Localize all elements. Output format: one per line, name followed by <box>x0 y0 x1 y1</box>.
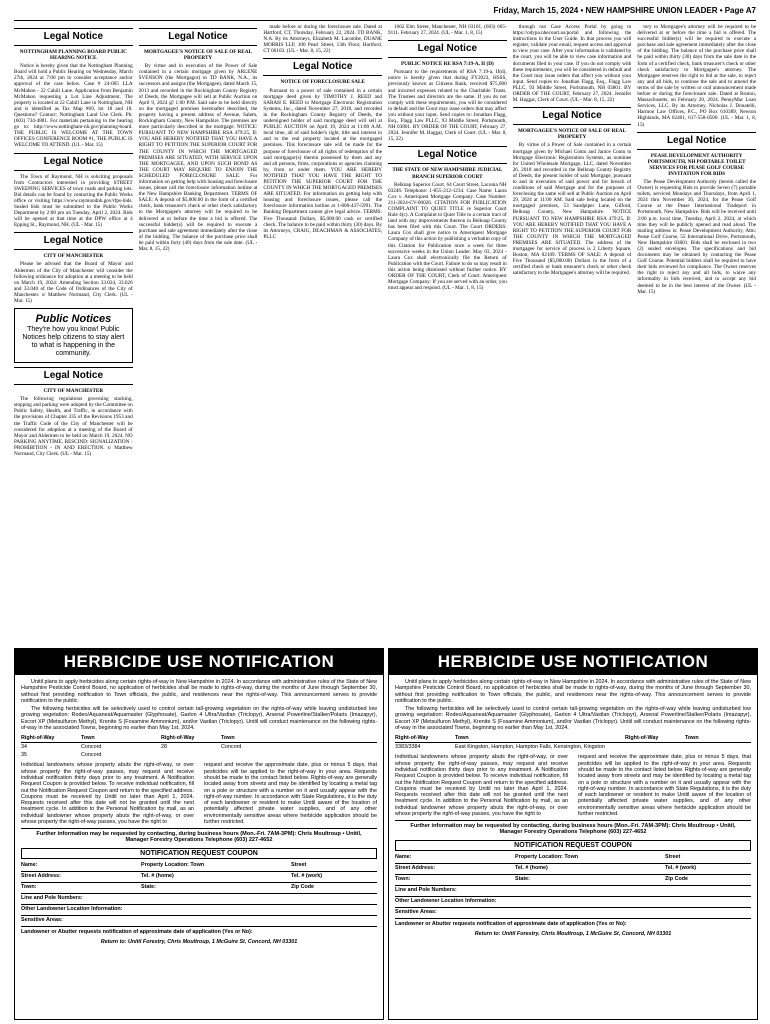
notice-body: Please be advised that the Board of Mayor and Aldermen of the City of Manchester will consider the following ordinance for adoption at a meeting to be held on March 19, 2024: Amending Section 33.024, 33.026 and 33.040 of the Code of Ordinances of the City of Manchester. s/ Matthew Normand, City Clerk. (UL - Mar. 15) <box>14 261 133 304</box>
table-row <box>395 743 751 751</box>
herbicide-intro <box>389 675 757 735</box>
tel-work-label: Tel. # (work) <box>665 865 697 872</box>
notice-body: By virtue and in execution of the Power of Sale contained in a certain mortgage given by ARLENE SVENSON (the Mortgagor) to TD BANK, N.A., its successors and assigns (the Mortgagee), dated March 15, 2013 and recorded in the Rockingham County Registry of Deeds, the Mortgagee will sell at Public Auction on April 9, 2024 @ 1:00 P.M. Said sale to be held directly on the mortgaged premises hereinafter described, the property having a present address of Avenue, Salem, Rockingham County, New Hampshire. The premises are more particularly described in the mortgage. NOTICE: PURSUANT TO NEW HAMPSHIRE RSA 479:25, II: YOU ARE HEREBY NOTIFIED THAT YOU HAVE A RIGHT TO PETITION THE SUPERIOR COURT FOR THE COUNTY IN WHICH THE MORTGAGED PREMISES ARE SITUATED, WITH SERVICE UPON THE MORTGAGEE, AND UPON SUCH BOND AS THE COURT MAY REQUIRE TO ENJOIN THE SCHEDULED FORECLOSURE SALE. For information on getting help with housing and foreclosure issues, please call the foreclosure information hotline at the New Hampshire Banking Department. TERMS OF SALE: A deposit of $5,000.00 in the form of a certified check, bank treasurer's check or other check satisfactory to the Mortgagee's attorney will be required to be delivered at or before the time a bid is offered. The successful bidder(s) will be required to execute a purchase and sale agreement immediately after the close of the bidding. The balance of the purchase price shall be paid within forty (40) days from the sale date. (UL - Mar. 8, 15, 22) <box>138 63 258 252</box>
col-header: Right-of-Way <box>625 735 659 742</box>
column-2 <box>139 24 258 644</box>
column-5 <box>513 24 632 644</box>
coupon-note: Landowner or Abutter requests notification of approximate date of application (Yes or No): <box>395 921 627 928</box>
notice-body: Belknap Superior Court, 64 Court Street, Laconia NH 03246. Telephone: 1-855-212-1234. Case Name: Laura Cox v. Ameriquest Mortgage Company. Case Number: 211-2024-CV-00026. CITATION FOR PUBLICATION COMPLAINT TO QUIET TITLE re Superior Court Rule 4(c). A Complaint to Quiet Title to a certain tract of land with any improvements thereon in Belknap County has been filed with this Court. The Court ORDERS: Laura Cox shall give notice to Ameriquest Mortgage Company of this action by publishing a verbatim copy of this Citation for Publication once a week for three successive weeks in the Union Leader. May 03, 2024 - Laura Cox shall electronically file the Return of Publication with the Court. Failure to do so may result in this action being dismissed without further notice. BY ORDER OF THE COURT, Clerk of Court. Ameriquest Mortgage Company: If you are served with an order, you must appear and respond. (UL - Mar. 1, 8, 15) <box>388 181 507 292</box>
column-6 <box>637 24 756 644</box>
row-cell <box>625 744 685 750</box>
other-location-label: Other Landowner Location Information: <box>395 898 497 905</box>
row-cell: 28 <box>161 744 167 751</box>
legal-notice-columns <box>14 24 756 644</box>
col-header: Right-of-Way <box>161 735 195 742</box>
herbicide-notice-left <box>14 648 384 1020</box>
row-cell <box>221 752 377 758</box>
street-label: Street <box>291 862 307 869</box>
herbicide-intro-para: The following herbicides will be selectively used to control certain tall-growing vegetation on the rights-of-way while leaving undisturbed low growing vegetation: Rodeo/Aquaneat/Aquamaster (Glyphosate), Garlon 4 Ultra/Vastlan (Triclopyr), Arsenal Powerline/Stalker/Polaris (Imazapyr), Escort XP (Metsulfuron Methyl), Krenite S (Fosamine Ammonium), and/or Vastlan (Triclopyr). Unitil will conduct maintenance on the following rights-of-way in the associated Towns, beginning no earlier than May 1st, 2024. <box>21 706 377 732</box>
herbicide-intro-para: The following herbicides will be selectively used to control certain tall-growing vegetation on the rights-of-way while leaving undisturbed low growing vegetation: Rodeo/Aquaneat/Aquamaster (Glyphosate), Garlon 4 Ultra/Vastlan (Triclopyr), Arsenal Powerline/Stalker/Polaris (Imazapyr), Escort XP (Metsulfuron Methyl), Krenite S (Fosamine Ammonium), and/or Vastlan (Triclopyr). Unitil will conduct maintenance on the following rights-of-way in the associated Towns, beginning no earlier than May 1st, 2024. <box>395 706 751 732</box>
street-address-label: Street Address: <box>21 873 61 880</box>
herbicide-details <box>15 759 383 828</box>
legal-notice-heading: Legal Notice <box>388 146 507 164</box>
other-location-label: Other Landowner Location Information: <box>21 906 123 913</box>
coupon-row-address <box>21 872 377 883</box>
herbicide-contact: Further information may be requested by contacting, during business hours (Mon.-Fri. 7AM-3PM): Chris Moultroup • Unitil, Manager Forestry Operations Telephone (603) 227-4652 <box>21 828 377 845</box>
herbicide-details-left: Individual landowners whose property abuts the right-of-way, or over whose property the right-of-way passes, may request and receive individual notification thirty days prior to any treatment. A Notification Request Coupon is provided below. To receive individual notification, fill out the Notification Request Coupon and return to the specified address. Coupons must be received by Unitil no later than April 1, 2024. Requests received after this date will not be granted until the next treatment cycle. In addition to the Personal Notification by mail, as an individual landowner whose property abuts the right-of-way, or over whose property the right-of-way passes, you have the right to <box>21 762 194 826</box>
legal-notice-heading: Legal Notice <box>139 28 258 46</box>
row-cell: 35 <box>21 752 27 759</box>
property-town-label: Property Location: Town <box>515 854 579 861</box>
tel-home-label: Tel. # (home) <box>141 873 174 880</box>
sensitive-areas-label: Sensitive Areas: <box>21 917 63 924</box>
property-town-label: Property Location: Town <box>141 862 205 869</box>
notice-title: CITY OF MANCHESTER <box>43 388 104 395</box>
notice-body: Pursuant to the requirements of RSA 7:19-a, II(d), notice is hereby given that during FY2023, HSSS, previously known as Citizens Bank, received $75,000 and incurred expenses related to the Charitable Trusts. The Trustees and directors are the same. If you do not comply with these requirements, you will be considered in default and the Court may issue orders that may affect you without your input. Send copies to: Jonathan Flagg, Esq., Flagg Law PLLC, 93 Middle Street, Portsmouth, NH 03801. BY ORDER OF THE COURT, February 27, 2024. Jennifer M. Haggar, Clerk of Court. (UL - Mar. 8, 15, 22) <box>388 69 507 143</box>
name-label: Name: <box>395 854 412 861</box>
col-header: Right-of-Way <box>395 735 429 742</box>
town-label: Town: <box>21 884 37 891</box>
herbicide-details-left: Individual landowners whose property abuts the right-of-way, or over whose property the right-of-way passes, may request and receive individual notification thirty days prior to any treatment. A Notification Request Coupon is provided below. To receive individual notification, fill out the Notification Request Coupon and return to the specified address. Coupons must be received by Unitil no later than April 1, 2024. Requests received after this date will not be granted until the next treatment cycle. In addition to the Personal Notification by mail, as an individual landowner whose property abuts the right-of-way, or over whose property the right-of-way passes, you have the right to <box>395 754 568 818</box>
notice-body: The Pease Development Authority (herein called the Owner) is requesting Bids to provide Seven (7) portable toilets, serviced Mondays and Thursdays, from April 1, 2024 thru November 30, 2024, for the Pease Golf Course at the Pease International Tradeport in Portsmouth, New Hampshire. Bids will be received until 2:00 p.m. local time, Tuesday, April 2, 2024, at which time they will be publicly opened and read aloud. The mailing address is: Pease Development Authority, Attn: Pease Golf Course, 55 International Drive, Portsmouth, New Hampshire 03801. Bids shall be enclosed in two (2) sealed envelopes. The specifications and bid documents may be obtained by contacting the Pease Golf Course. Potential bidders shall be required to have their bids reviewed for compliance. The Owner reserves the right to reject any and all bids, to waive any informality in bids received, and to accept any bid deemed to be in the best interest of the Owner. (UL - Mar. 15) <box>637 178 757 295</box>
notice-body: The following regulations governing stacking, stopping and parking were adopted by the Committee on Public Safety, Health, and Traffic, in accordance with the provisions of Chapter 335 of the Revisions 1953 and the Traffic Code of the City of Manchester will be considered for adoption at a meeting of the Board of Mayor and Aldermen to be held on March 19, 2024. NO PARKING ANYTIME. RESCIND: SIGNALIZATION - PROHIBITION - IN AND ERECTION. s/ Matthew Normand, City Clerk. (UL - Mar. 15) <box>14 396 133 458</box>
notice-title: NOTTINGHAM PLANNING BOARD PUBLIC HEARING NOTICE <box>19 49 127 62</box>
notice-body: 1662 Elm Street, Manchester, NH 03101, (603) 665-9111. February 27, 2024. (UL - Mar. 1, 8, 15) <box>388 24 507 37</box>
notice-title: CITY OF MANCHESTER <box>43 253 104 260</box>
coupon-row-sensitive <box>21 916 377 927</box>
notice-body: Pursuant to a power of sale contained in a certain mortgage deed given by TIMOTHY J. REED and SARAH E. REED to Mortgage Electronic Registration Systems, Inc., dated November 27, 2018, and recorded in the Rockingham County Registry of Deeds, the undersigned holder of said mortgage deed will sell at PUBLIC AUCTION on April 19, 2024 at 11:00 A.M. local time, all of said holder's right, title and interest in and to the real property located at the mortgaged premises. This foreclosure sale will be made for the purpose of foreclosure of all rights of redemption of the said mortgagor(s) therein possessed by them and any and all persons, firms, corporations or agencies claiming by, from or under them. YOU ARE HEREBY NOTIFIED THAT YOU HAVE THE RIGHT TO PETITION THE SUPERIOR COURT FOR THE COUNTY IN WHICH THE MORTGAGED PREMISES ARE SITUATED. For information on getting help with housing and foreclosure issues, please call the foreclosure information hotline at 1-800-437-5991. The Banking Department cannot give legal advice. TERMS: Five Thousand Dollars, $5,000.00 cash or certified check. The balance to be paid within thirty (30) days. By its Attorneys, CRAIG, DEACHMAN & ASSOCIATES, PLLC <box>263 87 383 240</box>
row-cell: Concord <box>81 752 102 759</box>
notice-title: MORTGAGEE'S NOTICE OF SALE OF REAL PROPERTY <box>518 128 626 141</box>
column-4 <box>388 24 507 644</box>
notification-coupon <box>395 853 751 939</box>
column-1 <box>14 24 133 644</box>
coupon-row-town <box>21 883 377 894</box>
public-notices-title: Public Notices <box>35 313 112 326</box>
col-header: Right-of-Way <box>21 735 55 742</box>
coupon-row-name <box>21 861 377 872</box>
notice-title: MORTGAGEE'S NOTICE OF SALE OF REAL PROPERTY <box>144 49 252 62</box>
notice-body: By virtue of a Power of Sale contained in a certain mortgage given by Michael Coutu and Janice Coutu to Mortgage Electronic Registration Systems, as nominee for United Wholesale Mortgage, LLC, dated November 26, 2018 and recorded in the Belknap County Registry of Deeds, the present holder of said Mortgage, pursuant to and in execution of said power and for breach of conditions of said Mortgage and for the purposes of foreclosing the same will sell at Public Auction on April 29, 2024 at 11:00 AM. Said sale being located on the mortgaged premises, 53 Sandpiper Lane, Gilford, Belknap County, New Hampshire. NOTICE PURSUANT TO NEW HAMPSHIRE RSA 479:25, II: YOU ARE HEREBY NOTIFIED THAT YOU HAVE A RIGHT TO PETITION THE SUPERIOR COURT FOR THE COUNTY IN WHICH THE MORTGAGED PREMISES ARE SITUATED. The address of the mortgagee for service of process is 2 Liberty Square, Boston, MA 02109. TERMS OF SALE: A deposit of Five Thousand ($5,000.00) Dollars in the form of a certified check or bank treasurer's check or other check satisfactory to the Mortgagee's attorney will be required. <box>512 142 632 277</box>
zip-label: Zip Code <box>665 876 689 883</box>
notice-title: PUBLIC NOTICE RE RSA 7:19-A, II (D) <box>401 61 494 68</box>
legal-notice-heading: Legal Notice <box>263 58 382 76</box>
notice-body: tory to Mortgagee's attorney will be required to be delivered at or before the time a bid is offered. The successful bidder(s) will be required to execute a purchase and sale agreement immediately after the close of the bidding. The balance of the purchase price shall be paid within thirty (30) days from the sale date in the form of a certified check, bank treasurer's check or other check satisfactory to Mortgagee's attorney. The Mortgagee reserves the right to bid at the sale, to reject any and all bids, to continue the sale and to amend the terms of the sale by written or oral announcement made before or during the foreclosure sale. Dated at Boston, Massachusetts, on February 20, 2024. PennyMac Loan Services, LLC, By its Attorney, Nicholas J. Donatelli, Harmon Law Offices, P.C., PO Box 610389, Newton Highlands, MA 02461, 617-558-0500. (UL - Mar. 1, 8, 15) <box>637 24 757 128</box>
col-header: Town <box>221 735 235 742</box>
notice-body: made before or during the foreclosure sale. Dated at Hartford, CT, Thursday, February 22, 2024. TD BANK, N.A. By its Attorneys, Elizabeth M. Lacombe, DUANE MORRIS LLP, 100 Pearl Street, 13th Floor, Hartford, CT 06103. (UL - Mar. 8, 15, 22) <box>263 24 383 55</box>
street-label: Street <box>665 854 681 861</box>
legal-notice-heading: Legal Notice <box>14 232 133 250</box>
herbicide-intro-para: Unitil plans to apply herbicides along certain rights-of-way in New Hampshire in 2024. In accordance with administrative rules of the State of New Hampshire Pesticide Control Board, no application of herbicides shall be made to rights-of-way, during the months of June through September 30, without first providing notification to Town officials, the public, and residences near the rights-of-way. This announcement serves to provide notification to the public. <box>395 679 751 704</box>
row-table-header <box>21 735 377 743</box>
row-cell: East Kingston, Hampton, Hampton Falls, Kensington, Kingston <box>455 744 605 751</box>
row-cell <box>685 744 751 750</box>
notice-body: The Town of Raymond, NH is soliciting proposals from Contractors interested in providing STREET SWEEPING SERVICES of town roads and parking lots. Bid details can be found by contacting the Public Works office or visiting https://www.raymondnh.gov/rfps-bids. Sealed bids must be submitted to the Public Works Department by 2:00 pm on Tuesday, April 2, 2024. Bids will be opened at that time at the DPW office at 4 Epping St., Raymond, NH. (UL - Mar. 15) <box>14 173 133 229</box>
notification-coupon <box>21 861 377 947</box>
row-table-header <box>395 735 751 743</box>
table-row <box>21 743 377 751</box>
public-notices-box <box>14 308 133 363</box>
tel-work-label: Tel. # (work) <box>291 873 323 880</box>
herbicide-details <box>389 751 757 820</box>
coupon-row-name <box>395 853 751 864</box>
zip-label: Zip Code <box>291 884 315 891</box>
legal-notice-heading: Legal Notice <box>637 132 756 150</box>
row-cell: 34 <box>21 744 27 751</box>
line-pole-label: Line and Pole Numbers: <box>21 895 83 902</box>
town-label: Town: <box>395 876 411 883</box>
page-header: Friday, March 15, 2024 • NEW HAMPSHIRE UNION LEADER • Page A7 <box>14 6 756 21</box>
herbicide-notice-right <box>388 648 758 1020</box>
legal-notice-heading: Legal Notice <box>513 107 632 125</box>
notice-body: through our Case Access Portal by going to https://odypa.nhecourt.us/portal and following the instructions in the User Guide. In that process you will register, validate your email, request access and approval to view your case. After your information is validated by the court, you will be able to view case information and documents filed in your case. If you do not comply with these requirements, you will be considered in default and the Court may issue orders that affect you without your input. Send copies to: Jonathan Flagg, Esq., Flagg Law PLLC, 93 Middle Street, Portsmouth, NH 03801. BY ORDER OF THE COURT, February 27, 2024. Jennifer M. Haggar, Clerk of Court. (UL - Mar. 8, 15, 22) <box>512 24 632 104</box>
coupon-row-line <box>395 886 751 897</box>
col-header: Town <box>81 735 95 742</box>
coupon-return-address: Return to: Unitil Forestry, Chris Moultroup, 1 McGuire St, Concord, NH 03301 <box>100 939 298 946</box>
herbicide-intro <box>15 675 383 735</box>
name-label: Name: <box>21 862 38 869</box>
col-header: Town <box>455 735 469 742</box>
herbicide-title: HERBICIDE USE NOTIFICATION <box>15 649 383 675</box>
legal-notice-heading: Legal Notice <box>14 153 133 171</box>
legal-notice-heading: Legal Notice <box>388 40 507 58</box>
herbicide-details-right: request and receive the approximate date, plus or minus 5 days, that pesticides will be applied to the right-of-way in your area. Requests should be made to the contact listed below. Rights-of-way are generally located away from streets and may be identified by locating a metal tag on a pole or structure with a number on it and usually appear with the right-of-way number. In accordance with State Regulations, it is the duty of each landowner or resident to make Unitil aware of the location of potentially affected private water supplies, and of any other environmentally sensitive areas where herbicide application should be further restricted. <box>578 754 751 818</box>
coupon-note: Landowner or Abutter requests notification of approximate date of application (Yes or No): <box>21 929 253 936</box>
legal-notice-heading: Legal Notice <box>14 367 133 385</box>
notice-title: NOTICE OF FORECLOSURE SALE <box>280 79 365 86</box>
herbicide-details-right: request and receive the approximate date, plus or minus 5 days, that pesticides will be applied to the right-of-way in your area. Requests should be made to the contact listed below. Rights-of-way are generally located away from streets and may be identified by locating a metal tag on a pole or structure with a number on it and usually appear with the right-of-way number. In accordance with State Regulations, it is the duty of each landowner or resident to make Unitil aware of the location of potentially affected private water supplies, and of any other environmentally sensitive areas where herbicide application should be further restricted. <box>204 762 377 826</box>
coupon-return-address: Return to: Unitil Forestry, Chris Moultroup, 1 McGuire St, Concord, NH 03301 <box>474 931 672 938</box>
herbicide-title: HERBICIDE USE NOTIFICATION <box>389 649 757 675</box>
row-table <box>21 735 377 759</box>
table-row <box>21 751 377 759</box>
line-pole-label: Line and Pole Numbers: <box>395 887 457 894</box>
state-label: State: <box>515 876 530 883</box>
coupon-row-sensitive <box>395 908 751 919</box>
row-cell: Concord <box>221 744 242 751</box>
legal-notice-heading: Legal Notice <box>14 28 133 46</box>
coupon-row-town <box>395 875 751 886</box>
coupon-title: NOTIFICATION REQUEST COUPON <box>21 848 377 859</box>
notice-title: PEASE DEVELOPMENT AUTHORITY PORTSMOUTH, NH PORTABLE TOILET SERVICES FOR PEASE GOLF COURSE INVITATION FOR BIDS <box>647 152 746 177</box>
coupon-row-other <box>21 905 377 916</box>
row-cell <box>161 752 221 758</box>
col-header: Town <box>685 735 699 742</box>
row-cell: Concord <box>81 744 102 751</box>
public-notices-body: They're how you know! Public Notices help citizens to stay alert to what is happening in the community. <box>22 326 125 358</box>
coupon-row-line <box>21 894 377 905</box>
row-table <box>395 735 751 751</box>
coupon-row-other <box>395 897 751 908</box>
notice-body: Notice is hereby given that the Nottingham Planning Board will hold a Public Hearing on Wednesday, March 27th, 2024 at 7:00 pm to consider acceptance and/or approval of the case below. Case # 24-005 LLA McMahon - 22 Cahill Lane. Application from Benjamin McMahon requesting a Lot Line Adjustment. The property is located at 22 Cahill Lane in Nottingham, NH and is identified as Tax Map #69, lot 18 and 18. Questions? Contact: Nottingham Land Use Clerk. Ph: (603) 734-4881. For materials pertaining to the hearing go to: http://www.nottingham-nh.gov/planning-board. THE PUBLIC IS WELCOME AT THE TOWN OFFICES CONFERENCE ROOM #1, THE PUBLIC IS WELCOME TO ATTEND. (UL - Mar. 15) <box>14 63 133 149</box>
sensitive-areas-label: Sensitive Areas: <box>395 909 437 916</box>
tel-home-label: Tel. # (home) <box>515 865 548 872</box>
coupon-row-address <box>395 864 751 875</box>
herbicide-intro-para: Unitil plans to apply herbicides along certain rights-of-way in New Hampshire in 2024. In accordance with administrative rules of the State of New Hampshire Pesticide Control Board, no application of herbicides shall be made to rights-of-way, during the months of June through September 30, without first providing notification to Town officials, the public, and residences near the rights-of-way. This announcement serves to provide notification to the public. <box>21 679 377 704</box>
state-label: State: <box>141 884 156 891</box>
notice-title: THE STATE OF NEW HAMPSHIRE JUDICIAL BRANCH SUPERIOR COURT <box>392 167 503 180</box>
street-address-label: Street Address: <box>395 865 435 872</box>
herbicide-contact: Further information may be requested by contacting, during business hours (Mon.-Fri. 7AM-3PM): Chris Moultroup • Unitil, Manager Forestry Operations Telephone (603) 227-4652 <box>395 820 751 837</box>
column-3 <box>263 24 382 644</box>
row-cell: 3383/3384 <box>395 744 421 751</box>
coupon-title: NOTIFICATION REQUEST COUPON <box>395 840 751 851</box>
